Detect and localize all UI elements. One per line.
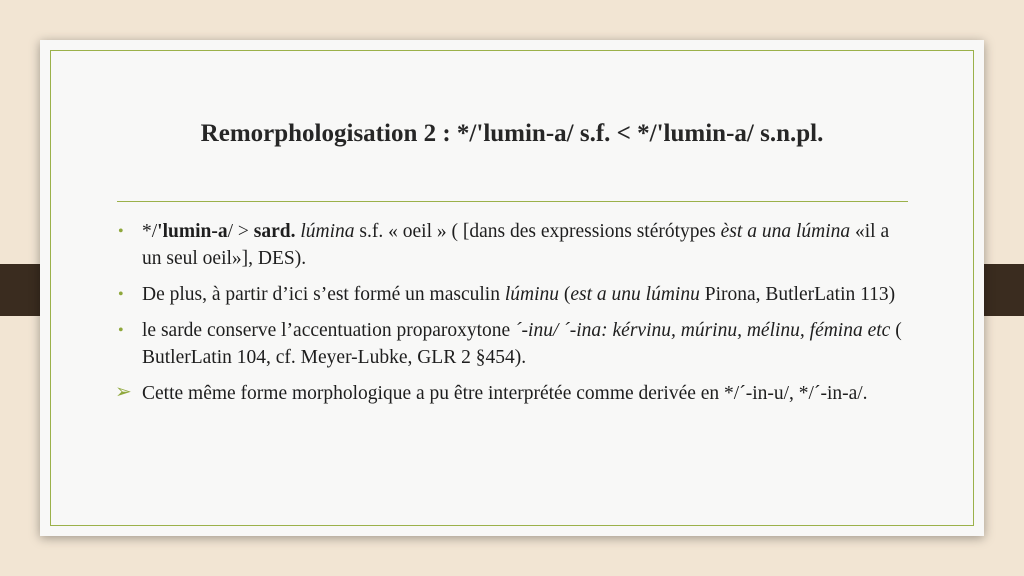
text: «il a un seul oeil»], DES). — [142, 221, 890, 269]
text: / > — [227, 221, 254, 242]
bullet-dot-icon: • — [118, 223, 124, 240]
text: Pirona, ButlerLatin 113) — [699, 284, 896, 305]
bullet-dot-icon: • — [118, 322, 124, 339]
text-italic: est a unu lúminu — [570, 284, 700, 305]
text: De plus, à partir d’ici s’est formé un masculin — [142, 284, 505, 305]
text-italic: lúminu — [504, 284, 559, 305]
text: le sarde conserve l’accentuation proparoxytone — [142, 320, 516, 341]
text-italic: lúmina — [300, 221, 355, 242]
list-item — [112, 218, 902, 272]
text: s.f. « oeil » ( [dans des expressions stérótypes — [354, 221, 721, 242]
list-item — [112, 317, 902, 371]
list-item — [112, 281, 902, 308]
bullet-dot-icon: • — [118, 286, 124, 303]
text: */ — [142, 221, 158, 242]
text: ( ButlerLatin 104, cf. Meyer-Lubke, GLR 2 §454). — [142, 320, 902, 368]
bullet-list — [112, 218, 902, 416]
text-italic: èst a una lúmina — [720, 221, 851, 242]
text: ( — [559, 284, 571, 305]
text-italic: ´-inu/ ´-ina: kérvinu, múrinu, mélinu, fémina etc — [515, 320, 891, 341]
arrow-bullet-icon: ➢ — [115, 381, 132, 403]
slide-title: Remorphologisation 2 : */'lumin-a/ s.f. < */'lumin-a/ s.n.pl. — [200, 120, 824, 147]
text-bold: sard. — [253, 221, 296, 242]
text: Cette même forme morphologique a pu être interprétée comme derivée en */´-in-u/, */´-in-a/. — [142, 383, 868, 404]
list-item — [112, 380, 902, 407]
title-divider — [117, 201, 908, 202]
text-bold: 'lumin-a — [157, 221, 228, 242]
